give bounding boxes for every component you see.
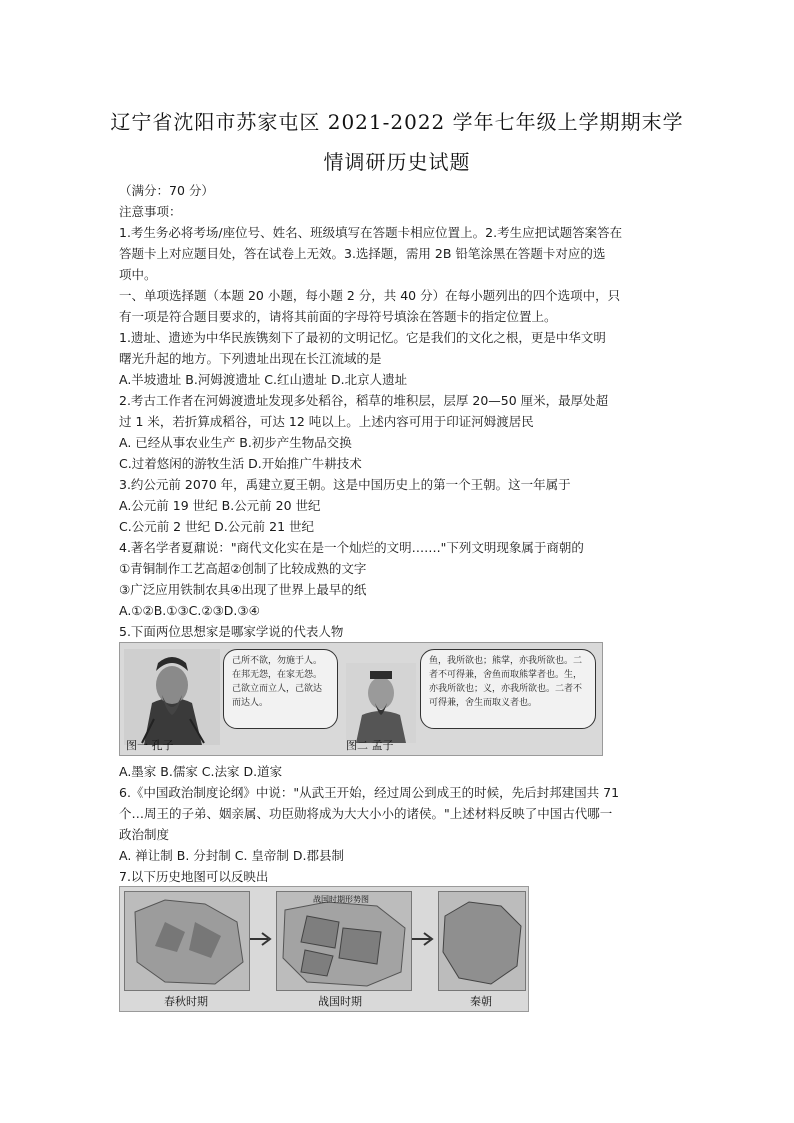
question-4-items-34: ③广泛应用铁制农具④出现了世界上最早的纸 <box>119 582 367 597</box>
question-1-cont: 曙光升起的地方。下列遗址出现在长江流域的是 <box>119 351 382 366</box>
question-2-options-cd: C.过着悠闲的游牧生活 D.开始推广牛耕技术 <box>119 456 362 471</box>
question-2-cont: 过 1 米，若折算成稻谷，可达 12 吨以上。上述内容可用于印证河姆渡居民 <box>119 414 534 429</box>
map-caption-spring-autumn: 春秋时期 <box>164 995 208 1008</box>
question-6-options: A. 禅让制 B. 分封制 C. 皇帝制 D.郡县制 <box>119 848 344 863</box>
score-note: （满分：70 分） <box>119 183 214 198</box>
map-caption-warring-states: 战国时期 <box>318 995 362 1008</box>
figure-caption-confucius: 图一 孔子 <box>126 739 174 752</box>
map-warring-states <box>276 891 412 991</box>
map-qin <box>438 891 526 991</box>
exam-title-line1: 辽宁省沈阳市苏家屯区 2021-2022 学年七年级上学期期末学 <box>110 110 684 134</box>
question-3-options-cd: C.公元前 2 世纪 D.公元前 21 世纪 <box>119 519 315 534</box>
section-heading-cont: 有一项是符合题目要求的，请将其前面的字母符号填涂在答题卡的指定位置上。 <box>119 309 557 324</box>
arrow-right-icon <box>412 931 436 947</box>
question-6-cont: 政治制度 <box>119 827 170 842</box>
question-2-options-ab: A. 已经从事农业生产 B.初步产生物品交换 <box>119 435 352 450</box>
arrow-right-icon <box>250 931 274 947</box>
confucius-portrait-icon <box>124 649 220 745</box>
question-4-items-12: ①青铜制作工艺高超②创制了比较成熟的文字 <box>119 561 367 576</box>
notice-heading: 注意事项： <box>119 204 182 219</box>
notice-line: 1.考生务必将考场/座位号、姓名、班级填写在答题卡相应位置上。2.考生应把试题答案答在 <box>119 225 623 240</box>
section-heading: 一、单项选择题（本题 20 小题，每小题 2 分，共 40 分）在每小题列出的四个选项中，只 <box>119 288 621 303</box>
map-spring-autumn-icon <box>125 892 249 990</box>
question-4-options: A.①②B.①③C.②③D.③④ <box>119 603 260 618</box>
question-1: 1.遗址、遗迹为中华民族镌刻下了最初的文明记忆。它是我们的文化之根，更是中华文明 <box>119 330 606 345</box>
question-3-options-ab: A.公元前 19 世纪 B.公元前 20 世纪 <box>119 498 321 513</box>
mencius-portrait-icon <box>346 663 416 743</box>
question-5-options: A.墨家 B.儒家 C.法家 D.道家 <box>119 764 283 779</box>
question-4: 4.著名学者夏鼐说："商代文化实在是一个灿烂的文明……."下列文明现象属于商朝的 <box>119 540 584 555</box>
question-5-figure <box>119 642 603 756</box>
exam-title-line2: 情调研历史试题 <box>323 150 471 174</box>
map-warring-states-icon <box>277 892 411 990</box>
map-caption-qin: 秦朝 <box>470 995 492 1008</box>
question-3: 3.约公元前 2070 年，禹建立夏王朝。这是中国历史上的第一个王朝。这一年属于 <box>119 477 571 492</box>
question-1-options: A.半坡遗址 B.河姆渡遗址 C.红山遗址 D.北京人遗址 <box>119 372 408 387</box>
map-warring-states-header: 战国时期形势图 <box>313 895 369 904</box>
confucius-quote-bubble: 己所不欲，勿施于人。在邦无怨，在家无怨。己欲立而立人，己欲达而达人。 <box>223 649 338 729</box>
mencius-quote-bubble: 鱼，我所欲也；熊掌，亦我所欲也。二者不可得兼，舍鱼而取熊掌者也。生，亦我所欲也；义，亦我所欲也。二者不可得兼，舍生而取义者也。 <box>420 649 596 729</box>
question-6-cont: 个…周王的子弟、姻亲属、功臣勋将成为大大小小的诸侯。"上述材料反映了中国古代哪一 <box>119 806 613 821</box>
question-7-figure <box>119 886 529 1012</box>
map-qin-icon <box>439 892 525 990</box>
notice-line: 答题卡上对应题目处，答在试卷上无效。3.选择题，需用 2B 铅笔涂黑在答题卡对应的选 <box>119 246 606 261</box>
question-6: 6.《中国政治制度论纲》中说："从武王开始，经过周公到成王的时候，先后封邦建国共 71 <box>119 785 620 800</box>
question-2: 2.考古工作者在河姆渡遗址发现多处稻谷，稻草的堆积层，层厚 20—50 厘米，最厚处超 <box>119 393 609 408</box>
question-7: 7.以下历史地图可以反映出 <box>119 869 269 884</box>
question-5: 5.下面两位思想家是哪家学说的代表人物 <box>119 624 344 639</box>
figure-caption-mencius: 图二 孟子 <box>346 739 394 752</box>
notice-line: 项中。 <box>119 267 157 282</box>
map-spring-autumn <box>124 891 250 991</box>
